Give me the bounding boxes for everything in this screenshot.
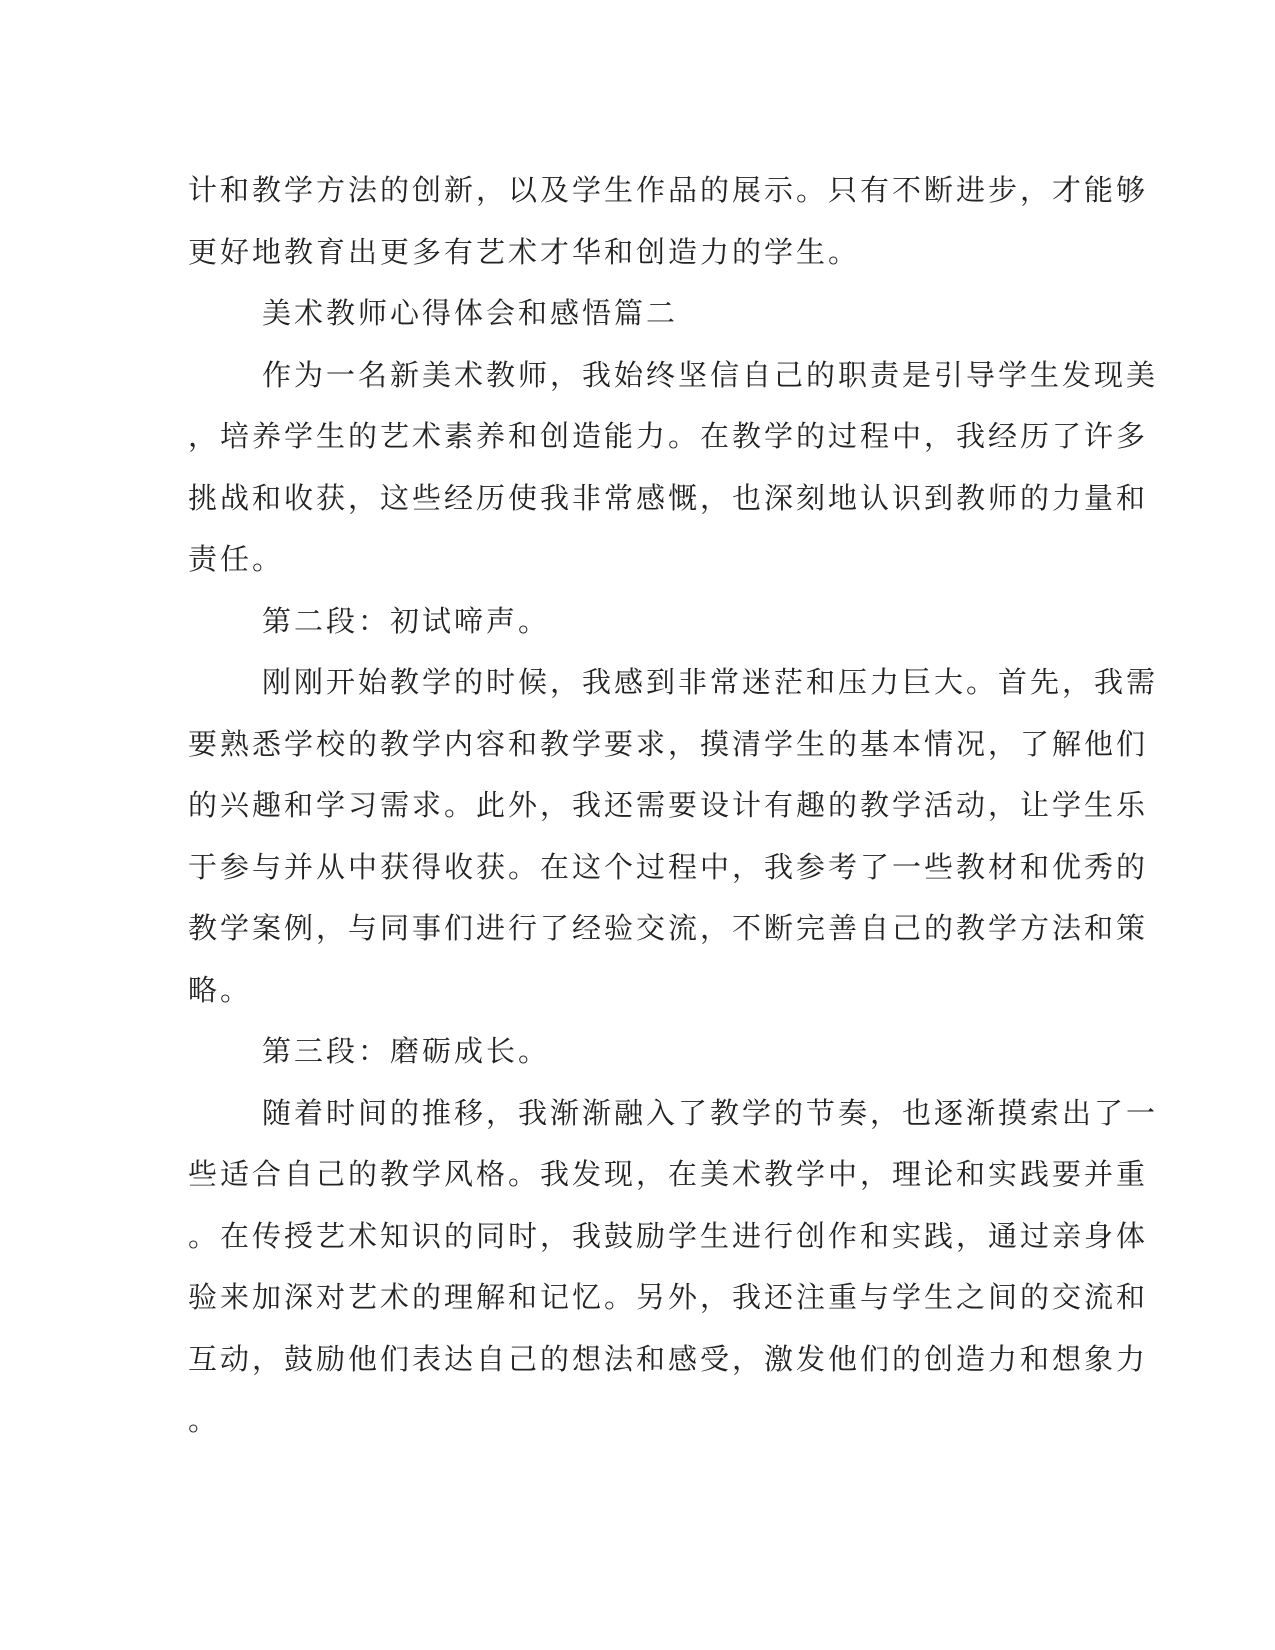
text-line: 验来加深对艺术的理解和记忆。另外，我还注重与学生之间的交流和 — [188, 1280, 1149, 1314]
text-line: 略。 — [188, 972, 253, 1007]
text-line: 。 — [188, 1403, 221, 1437]
text-line: 要熟悉学校的教学内容和教学要求，摸清学生的基本情况，了解他们 — [188, 726, 1149, 761]
text-line: 责任。 — [188, 542, 285, 576]
text-line: 教学案例，与同事们进行了经验交流，不断完善自己的教学方法和策 — [188, 911, 1149, 945]
text-line: 随着时间的推移，我渐渐融入了教学的节奏，也逐渐摸索出了一 — [262, 1095, 1159, 1130]
section-heading: 第三段：磨砺成长。 — [262, 1034, 551, 1068]
section-heading: 第二段：初试啼声。 — [262, 603, 551, 638]
document-body — [188, 160, 1159, 1452]
text-line: 些适合自己的教学风格。我发现，在美术教学中，理论和实践要并重 — [188, 1157, 1149, 1191]
text-line: 挑战和收获，这些经历使我非常感慨，也深刻地认识到教师的力量和 — [188, 480, 1149, 515]
text-line: 的兴趣和学习需求。此外，我还需要设计有趣的教学活动，让学生乐 — [188, 788, 1149, 822]
text-line: 作为一名新美术教师，我始终坚信自己的职责是引导学生发现美 — [262, 357, 1159, 392]
text-line: 互动，鼓励他们表达自己的想法和感受，激发他们的创造力和想象力 — [188, 1341, 1149, 1376]
text-line: 计和教学方法的创新，以及学生作品的展示。只有不断进步，才能够 — [188, 173, 1149, 207]
text-line: 更好地教育出更多有艺术才华和创造力的学生。 — [188, 234, 861, 269]
section-heading: 美术教师心得体会和感悟篇二 — [262, 296, 679, 330]
text-line: ，培养学生的艺术素养和创造能力。在教学的过程中，我经历了许多 — [188, 419, 1149, 453]
text-line: 于参与并从中获得收获。在这个过程中，我参考了一些教材和优秀的 — [188, 849, 1149, 884]
text-line: 刚刚开始教学的时候，我感到非常迷茫和压力巨大。首先，我需 — [262, 665, 1159, 699]
text-line: 。在传授艺术知识的同时，我鼓励学生进行创作和实践，通过亲身体 — [188, 1218, 1149, 1253]
